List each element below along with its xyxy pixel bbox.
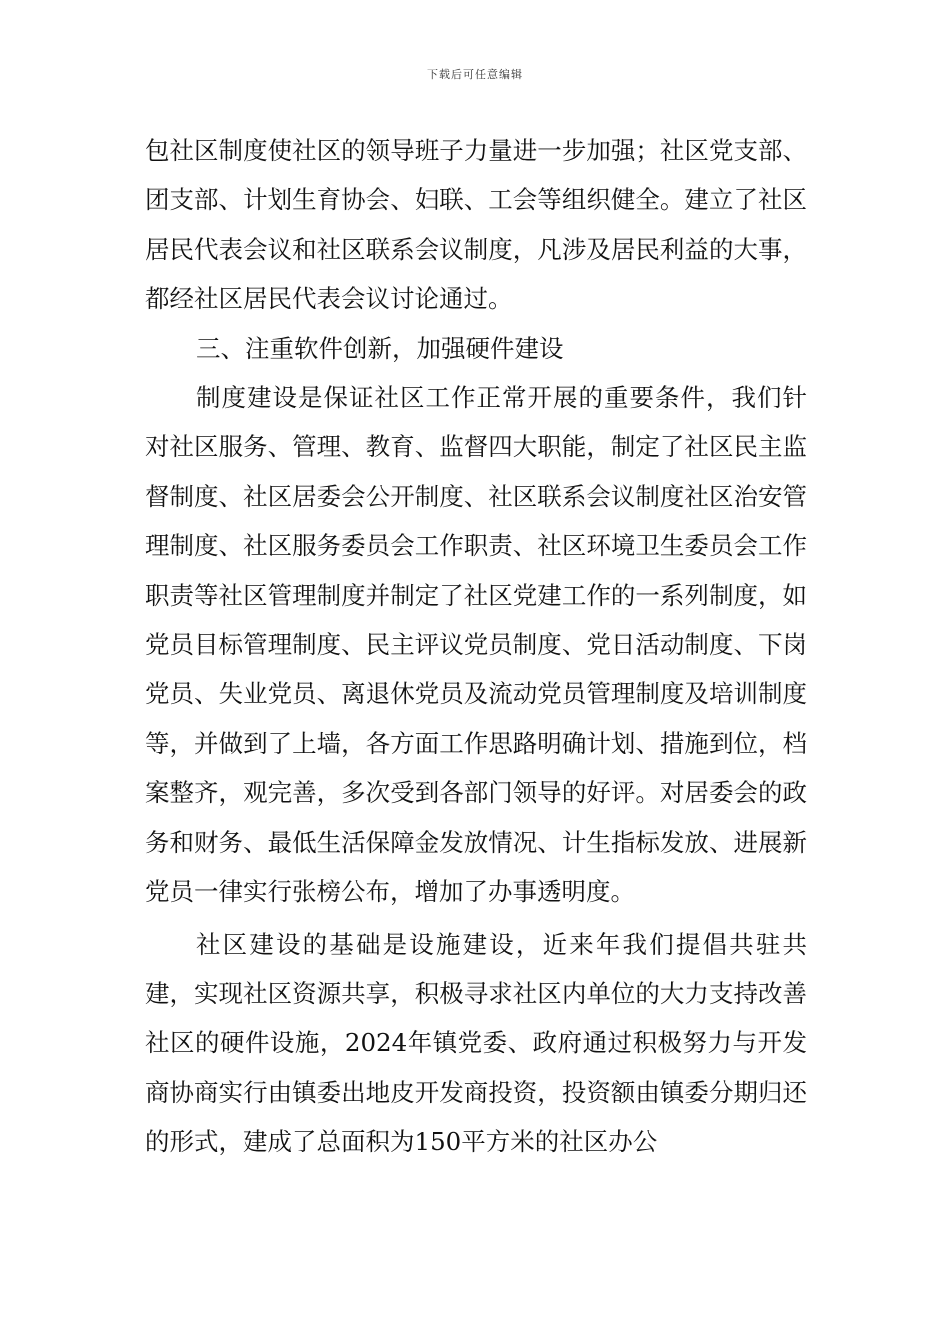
paragraph-community-organization: 包社区制度使社区的领导班子力量进一步加强；社区党支部、团支部、计划生育协会、妇联、工会等组织健全。建立了社区居民代表会议和社区联系会议制度，凡涉及居民利益的大事，都经社区居民代表会议讨论通过。 bbox=[145, 136, 807, 314]
section-heading-3: 三、注重软件创新，加强硬件建设 bbox=[196, 333, 564, 363]
page-header: 下载后可任意编辑 bbox=[427, 68, 523, 81]
paragraph-system-building: 制度建设是保证社区工作正常开展的重要条件，我们针对社区服务、管理、教育、监督四大职能，制定了社区民主监督制度、社区居委会公开制度、社区联系会议制度社区治安管理制度、社区服务委员会工作职责、社区环境卫生委员会工作职责等社区管理制度并制定了社区党建工作的一系列制度，如党员目标管理制度、民主评议党员制度、党日活动制度、下岗党员、失业党员、离退休党员及流动党员管理制度及培训制度等，并做到了上墙，各方面工作思路明确计划、措施到位，档案整齐，观完善，多次受到各部门领导的好评。对居委会的政务和财务、最低生活保障金发放情况、计生指标发放、进展新党员一律实行张榜公布，增加了办事透明度。 bbox=[145, 383, 807, 907]
paragraph-facility-building: 社区建设的基础是设施建设，近来年我们提倡共驻共建，实现社区资源共享，积极寻求社区内单位的大力支持改善社区的硬件设施，2024年镇党委、政府通过积极努力与开发商协商实行由镇委出地皮开发商投资，投资额由镇委分期归还的形式，建成了总面积为150平方米的社区办公 bbox=[145, 929, 807, 1157]
document-body bbox=[145, 126, 807, 1167]
